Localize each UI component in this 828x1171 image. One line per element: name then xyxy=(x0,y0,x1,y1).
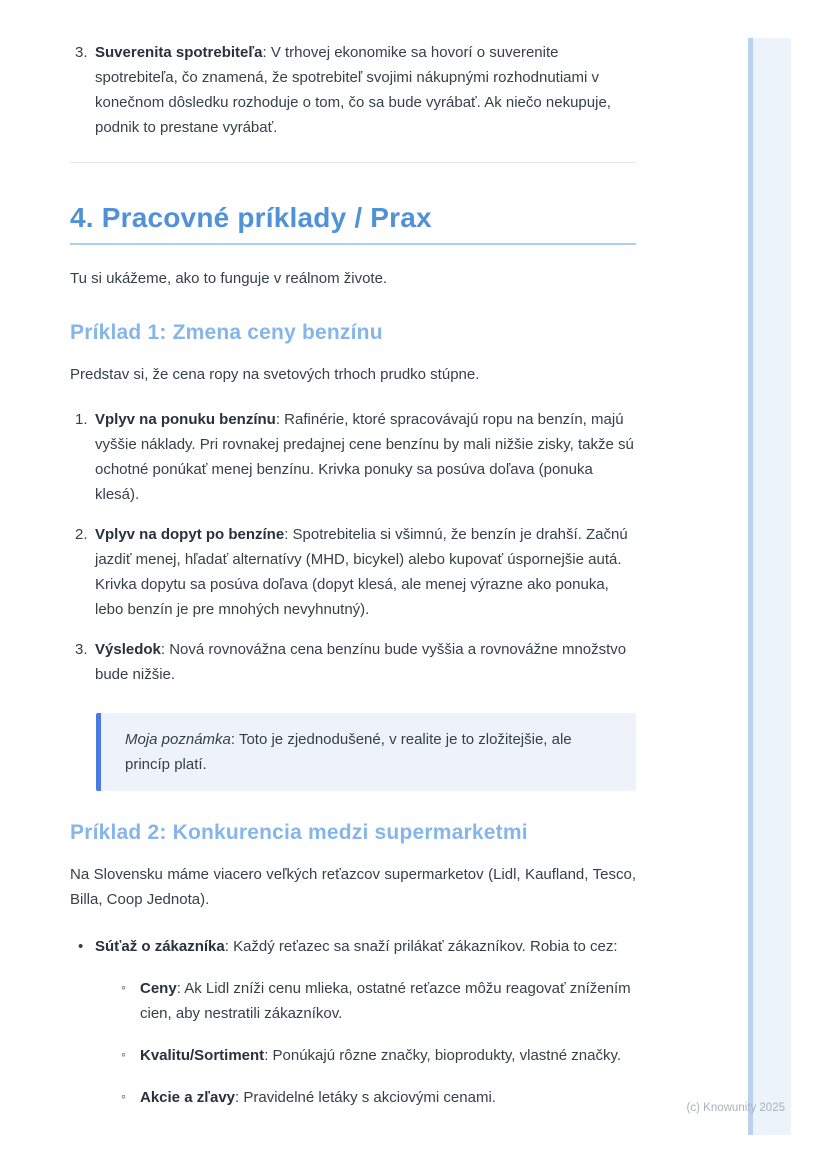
note-lead: Moja poznámka xyxy=(125,731,231,748)
list-number: 3. xyxy=(75,44,88,61)
list-item-text: : Pravidelné letáky s akciovými cenami. xyxy=(235,1089,496,1106)
list-item xyxy=(70,407,636,507)
list-number: 1. xyxy=(75,411,88,428)
consumer-sovereignty-list xyxy=(70,40,636,140)
bullet-icon: • xyxy=(78,938,84,955)
list-item-lead: Súťaž o zákazníka xyxy=(95,938,225,955)
list-item xyxy=(70,637,636,687)
circle-bullet-icon: ◦ xyxy=(121,1046,126,1062)
note-callout xyxy=(96,713,636,791)
list-item-lead: Vplyv na ponuku benzínu xyxy=(95,411,276,428)
note-text: : Toto je zjednodušené, v realite je to zložitejšie, ale princíp platí. xyxy=(125,731,572,773)
list-item-lead: Výsledok xyxy=(95,641,161,658)
list-item-text: : Nová rovnovážna cena benzínu bude vyššia a rovnovážne množstvo bude nižšie. xyxy=(95,641,627,683)
document-content xyxy=(70,0,636,1125)
copyright-watermark: (c) Knowunity 2025 xyxy=(686,1102,785,1114)
list-item-lead: Suverenita spotrebiteľa xyxy=(95,44,263,61)
list-item-lead: Ceny xyxy=(140,980,177,997)
example2-sub-list xyxy=(115,976,636,1110)
list-item xyxy=(115,1043,636,1068)
example1-intro: Predstav si, že cena ropy na svetových trhoch prudko stúpne. xyxy=(70,366,480,383)
list-item xyxy=(70,40,636,140)
scrollbar-track[interactable] xyxy=(753,38,791,1135)
list-item-text: : Ak Lidl zníži cenu mlieka, ostatné reťazce môžu reagovať znížením cien, aby nestratili zákazníkov. xyxy=(140,980,631,1022)
list-item-text: : V trhovej ekonomike sa hovorí o suverenite spotrebiteľa, čo znamená, že spotrebiteľ svojimi nákupnými rozhodnutiami v konečnom dôsledku rozhoduje o tom, čo sa bude vyrábať. Ak niečo nekupuje, podnik to prestane vyrábať. xyxy=(95,44,611,136)
circle-bullet-icon: ◦ xyxy=(121,979,126,995)
section-divider xyxy=(70,162,636,163)
example2-intro: Na Slovensku máme viacero veľkých reťazcov supermarketov (Lidl, Kaufland, Tesco, Billa, Coop Jednota). xyxy=(70,866,636,908)
circle-bullet-icon: ◦ xyxy=(121,1088,126,1104)
list-item xyxy=(70,522,636,622)
list-number: 3. xyxy=(75,641,88,658)
list-item xyxy=(115,1085,636,1110)
list-item xyxy=(70,934,636,1110)
example1-heading: Príklad 1: Zmena ceny benzínu xyxy=(70,321,383,344)
list-item-text: : Každý reťazec sa snaží prilákať zákazníkov. Robia to cez: xyxy=(224,938,618,955)
list-item-lead: Kvalitu/Sortiment xyxy=(140,1047,265,1064)
list-item-text: : Rafinérie, ktoré spracovávajú ropu na benzín, majú vyššie náklady. Pri rovnakej predajnej cene benzínu by mali nižšie zisky, takže sú ochotné ponúkať menej benzínu. Krivka ponuky sa posúva doľava (ponuka klesá). xyxy=(95,411,634,503)
list-item-lead: Vplyv na dopyt po benzíne xyxy=(95,526,285,543)
list-item-text: : Spotrebitelia si všimnú, že benzín je drahší. Začnú jazdiť menej, hľadať alternatívy (MHD, bicykel) alebo kupovať úspornejšie autá. Krivka dopytu sa posúva doľava (dopyt klesá, ale menej výrazne ako ponuka, lebo benzín je pre mnohých nevyhnutný). xyxy=(95,526,628,618)
section-heading: 4. Pracovné príklady / Prax xyxy=(70,201,636,245)
example2-heading: Príklad 2: Konkurencia medzi supermarketmi xyxy=(70,821,528,844)
example2-bullet-list xyxy=(70,934,636,1110)
list-item-lead: Akcie a zľavy xyxy=(140,1089,236,1106)
list-number: 2. xyxy=(75,526,88,543)
example1-steps-list xyxy=(70,407,636,687)
list-item xyxy=(115,976,636,1026)
section-intro: Tu si ukážeme, ako to funguje v reálnom živote. xyxy=(70,270,388,287)
list-item-text: : Ponúkajú rôzne značky, bioprodukty, vlastné značky. xyxy=(264,1047,622,1064)
